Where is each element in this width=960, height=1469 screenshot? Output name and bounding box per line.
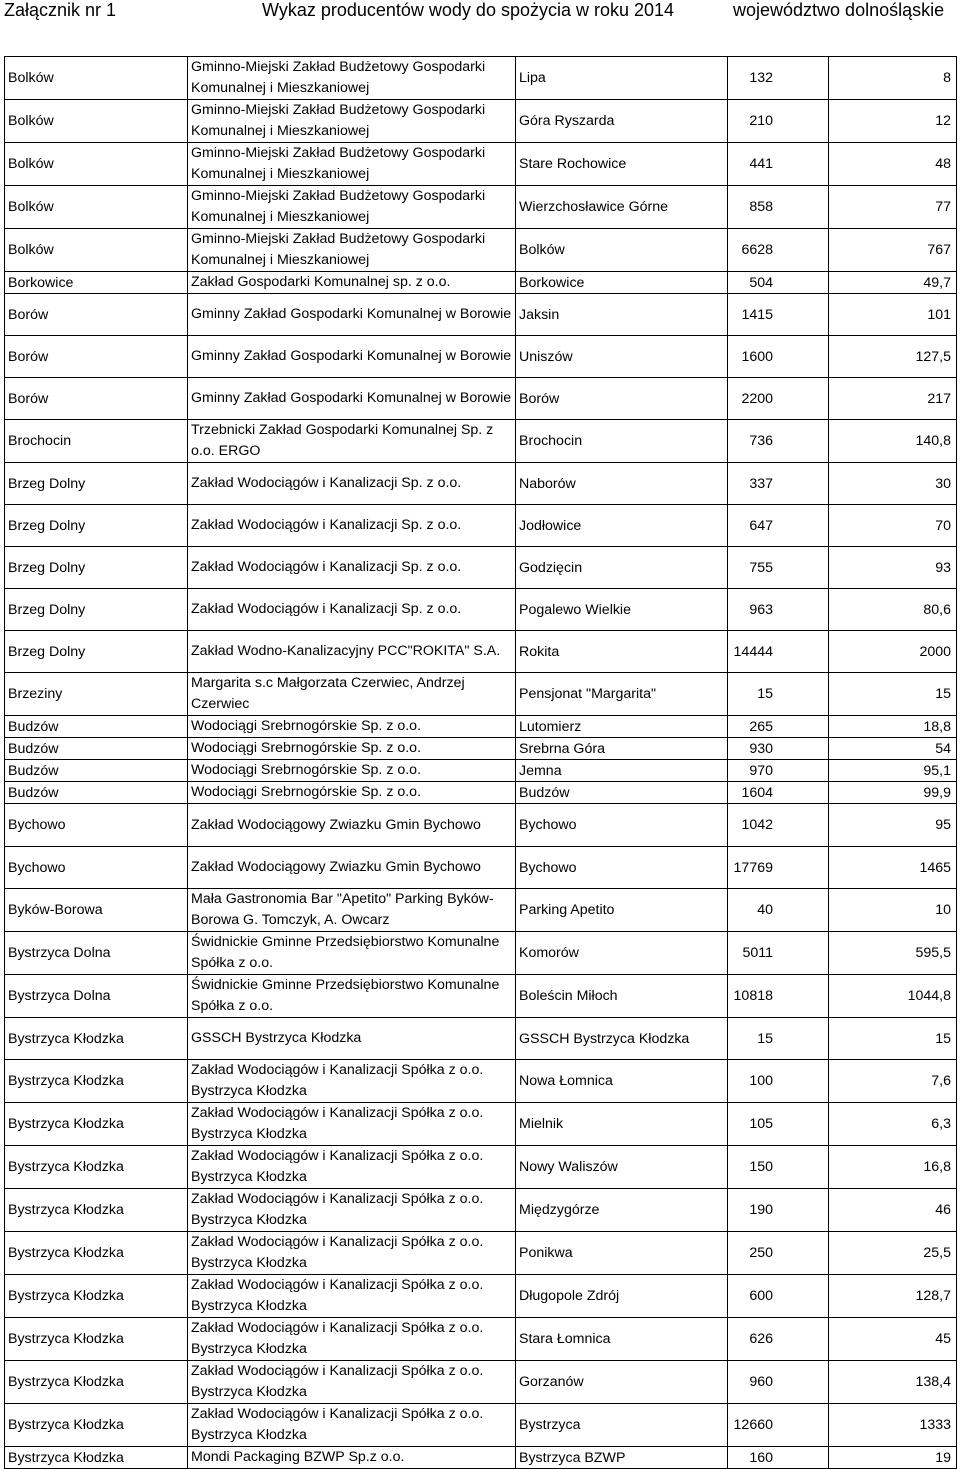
cell-population: 45: [829, 1318, 957, 1361]
cell-volume: 1604: [728, 782, 829, 804]
page-header: [0, 0, 960, 26]
cell-producer: Zakład Wodociągów i Kanalizacji Sp. z o.o.: [188, 505, 516, 547]
cell-locality: Bystrzyca: [516, 1404, 728, 1447]
cell-volume: 15: [728, 1018, 829, 1060]
cell-volume: 2200: [728, 378, 829, 420]
producers-table-body: [5, 57, 957, 1469]
cell-producer: Zakład Wodociągów i Kanalizacji Spółka z o.o. Bystrzyca Kłodzka: [188, 1103, 516, 1146]
cell-municipality: Borów: [5, 378, 188, 420]
cell-volume: 150: [728, 1146, 829, 1189]
table-row: [5, 505, 957, 547]
cell-population: 767: [829, 229, 957, 272]
cell-locality: Jodłowice: [516, 505, 728, 547]
cell-producer: Gminno-Miejski Zakład Budżetowy Gospodarki Komunalnej i Mieszkaniowej: [188, 143, 516, 186]
cell-volume: 337: [728, 463, 829, 505]
cell-population: 1465: [829, 847, 957, 889]
cell-producer: Zakład Wodociągów i Kanalizacji Spółka z o.o. Bystrzyca Kłodzka: [188, 1060, 516, 1103]
cell-producer: Zakład Wodociągów i Kanalizacji Sp. z o.o.: [188, 463, 516, 505]
cell-population: 19: [829, 1447, 957, 1469]
cell-municipality: Brzeg Dolny: [5, 547, 188, 589]
table-row: [5, 1404, 957, 1447]
cell-municipality: Brzeg Dolny: [5, 505, 188, 547]
cell-volume: 755: [728, 547, 829, 589]
header-attachment-label: Załącznik nr 1: [4, 0, 117, 20]
cell-producer: Zakład Wodociągów i Kanalizacji Spółka z o.o. Bystrzyca Kłodzka: [188, 1404, 516, 1447]
table-row: [5, 589, 957, 631]
table-row: [5, 1232, 957, 1275]
header-region: województwo dolnośląskie: [733, 0, 945, 20]
cell-locality: Komorów: [516, 932, 728, 975]
cell-municipality: Bystrzyca Kłodzka: [5, 1232, 188, 1275]
cell-population: 8: [829, 57, 957, 100]
cell-locality: Gorzanów: [516, 1361, 728, 1404]
cell-municipality: Bolków: [5, 100, 188, 143]
cell-volume: 210: [728, 100, 829, 143]
cell-municipality: Bolków: [5, 57, 188, 100]
cell-producer: Zakład Wodociągów i Kanalizacji Spółka z o.o. Bystrzyca Kłodzka: [188, 1146, 516, 1189]
cell-locality: Brochocin: [516, 420, 728, 463]
cell-population: 595,5: [829, 932, 957, 975]
table-row: [5, 1060, 957, 1103]
cell-population: 95,1: [829, 760, 957, 782]
cell-volume: 190: [728, 1189, 829, 1232]
cell-producer: Gminno-Miejski Zakład Budżetowy Gospodarki Komunalnej i Mieszkaniowej: [188, 57, 516, 100]
cell-population: 77: [829, 186, 957, 229]
cell-locality: Nowy Waliszów: [516, 1146, 728, 1189]
cell-producer: Gminno-Miejski Zakład Budżetowy Gospodarki Komunalnej i Mieszkaniowej: [188, 100, 516, 143]
table-row: [5, 1447, 957, 1469]
cell-population: 16,8: [829, 1146, 957, 1189]
table-row: [5, 673, 957, 716]
cell-municipality: Bolków: [5, 143, 188, 186]
cell-municipality: Bystrzyca Kłodzka: [5, 1018, 188, 1060]
cell-volume: 960: [728, 1361, 829, 1404]
cell-volume: 17769: [728, 847, 829, 889]
cell-producer: Gminny Zakład Gospodarki Komunalnej w Borowie: [188, 336, 516, 378]
cell-municipality: Budzów: [5, 782, 188, 804]
cell-municipality: Budzów: [5, 760, 188, 782]
cell-municipality: Bystrzyca Kłodzka: [5, 1146, 188, 1189]
cell-volume: 14444: [728, 631, 829, 673]
cell-locality: Bystrzyca BZWP: [516, 1447, 728, 1469]
cell-locality: Godzięcin: [516, 547, 728, 589]
table-row: [5, 547, 957, 589]
table-row: [5, 847, 957, 889]
table-row: [5, 229, 957, 272]
cell-municipality: Brzeg Dolny: [5, 463, 188, 505]
cell-producer: GSSCH Bystrzyca Kłodzka: [188, 1018, 516, 1060]
cell-population: 46: [829, 1189, 957, 1232]
cell-municipality: Bystrzyca Kłodzka: [5, 1404, 188, 1447]
cell-population: 18,8: [829, 716, 957, 738]
cell-municipality: Bychowo: [5, 847, 188, 889]
cell-municipality: Borów: [5, 336, 188, 378]
cell-volume: 100: [728, 1060, 829, 1103]
cell-municipality: Brzeg Dolny: [5, 631, 188, 673]
cell-producer: Gminno-Miejski Zakład Budżetowy Gospodarki Komunalnej i Mieszkaniowej: [188, 229, 516, 272]
cell-volume: 160: [728, 1447, 829, 1469]
cell-volume: 250: [728, 1232, 829, 1275]
cell-producer: Zakład Wodociągów i Kanalizacji Spółka z o.o. Bystrzyca Kłodzka: [188, 1275, 516, 1318]
cell-producer: Zakład Wodociągów i Kanalizacji Spółka z o.o. Bystrzyca Kłodzka: [188, 1361, 516, 1404]
cell-volume: 626: [728, 1318, 829, 1361]
table-row: [5, 889, 957, 932]
cell-locality: Bychowo: [516, 804, 728, 847]
cell-population: 95: [829, 804, 957, 847]
cell-locality: Rokita: [516, 631, 728, 673]
cell-locality: GSSCH Bystrzyca Kłodzka: [516, 1018, 728, 1060]
table-row: [5, 420, 957, 463]
table-row: [5, 143, 957, 186]
cell-volume: 5011: [728, 932, 829, 975]
cell-municipality: Borów: [5, 294, 188, 336]
cell-population: 70: [829, 505, 957, 547]
cell-locality: Jaksin: [516, 294, 728, 336]
cell-locality: Budzów: [516, 782, 728, 804]
cell-population: 2000: [829, 631, 957, 673]
cell-locality: Pensjonat "Margarita": [516, 673, 728, 716]
table-row: [5, 631, 957, 673]
cell-locality: Stare Rochowice: [516, 143, 728, 186]
cell-population: 15: [829, 673, 957, 716]
cell-volume: 10818: [728, 975, 829, 1018]
cell-locality: Naborów: [516, 463, 728, 505]
cell-volume: 12660: [728, 1404, 829, 1447]
table-row: [5, 738, 957, 760]
table-row: [5, 804, 957, 847]
cell-municipality: Bystrzyca Kłodzka: [5, 1103, 188, 1146]
table-row: [5, 782, 957, 804]
cell-locality: Boleścin Miłoch: [516, 975, 728, 1018]
cell-municipality: Bystrzyca Dolna: [5, 932, 188, 975]
table-row: [5, 463, 957, 505]
cell-volume: 1042: [728, 804, 829, 847]
cell-locality: Borów: [516, 378, 728, 420]
cell-municipality: Brochocin: [5, 420, 188, 463]
cell-population: 101: [829, 294, 957, 336]
table-row: [5, 57, 957, 100]
cell-municipality: Bystrzyca Kłodzka: [5, 1447, 188, 1469]
cell-locality: Pogalewo Wielkie: [516, 589, 728, 631]
table-row: [5, 1318, 957, 1361]
cell-volume: 105: [728, 1103, 829, 1146]
table-row: [5, 1361, 957, 1404]
cell-population: 6,3: [829, 1103, 957, 1146]
cell-producer: Zakład Wodociągów i Kanalizacji Spółka z o.o. Bystrzyca Kłodzka: [188, 1318, 516, 1361]
cell-producer: Margarita s.c Małgorzata Czerwiec, Andrzej Czerwiec: [188, 673, 516, 716]
cell-population: 1044,8: [829, 975, 957, 1018]
cell-producer: Świdnickie Gminne Przedsiębiorstwo Komunalne Spółka z o.o.: [188, 975, 516, 1018]
cell-volume: 1600: [728, 336, 829, 378]
cell-municipality: Bystrzyca Dolna: [5, 975, 188, 1018]
table-row: [5, 716, 957, 738]
table-row: [5, 1103, 957, 1146]
cell-volume: 647: [728, 505, 829, 547]
cell-volume: 441: [728, 143, 829, 186]
table-row: [5, 1018, 957, 1060]
table-row: [5, 336, 957, 378]
cell-locality: Góra Ryszarda: [516, 100, 728, 143]
cell-volume: 6628: [728, 229, 829, 272]
cell-population: 80,6: [829, 589, 957, 631]
cell-population: 48: [829, 143, 957, 186]
cell-producer: Wodociągi Srebrnogórskie Sp. z o.o.: [188, 782, 516, 804]
cell-locality: Długopole Zdrój: [516, 1275, 728, 1318]
cell-locality: Jemna: [516, 760, 728, 782]
cell-volume: 15: [728, 673, 829, 716]
cell-population: 99,9: [829, 782, 957, 804]
cell-municipality: Bystrzyca Kłodzka: [5, 1060, 188, 1103]
cell-municipality: Bystrzyca Kłodzka: [5, 1318, 188, 1361]
cell-locality: Lipa: [516, 57, 728, 100]
cell-volume: 858: [728, 186, 829, 229]
cell-population: 128,7: [829, 1275, 957, 1318]
table-row: [5, 1275, 957, 1318]
cell-volume: 736: [728, 420, 829, 463]
cell-population: 217: [829, 378, 957, 420]
cell-municipality: Bychowo: [5, 804, 188, 847]
cell-population: 1333: [829, 1404, 957, 1447]
cell-population: 15: [829, 1018, 957, 1060]
cell-producer: Trzebnicki Zakład Gospodarki Komunalnej Sp. z o.o. ERGO: [188, 420, 516, 463]
cell-volume: 265: [728, 716, 829, 738]
cell-producer: Zakład Wodociągów i Kanalizacji Sp. z o.o.: [188, 589, 516, 631]
cell-volume: 963: [728, 589, 829, 631]
cell-volume: 600: [728, 1275, 829, 1318]
cell-municipality: Bolków: [5, 186, 188, 229]
cell-locality: Uniszów: [516, 336, 728, 378]
cell-municipality: Bystrzyca Kłodzka: [5, 1189, 188, 1232]
cell-volume: 1415: [728, 294, 829, 336]
cell-population: 127,5: [829, 336, 957, 378]
cell-producer: Zakład Wodno-Kanalizacyjny PCC"ROKITA" S.A.: [188, 631, 516, 673]
cell-municipality: Brzeziny: [5, 673, 188, 716]
cell-municipality: Borkowice: [5, 272, 188, 294]
table-row: [5, 1189, 957, 1232]
cell-volume: 504: [728, 272, 829, 294]
cell-producer: Wodociągi Srebrnogórskie Sp. z o.o.: [188, 738, 516, 760]
table-row: [5, 294, 957, 336]
cell-producer: Zakład Wodociągów i Kanalizacji Spółka z o.o. Bystrzyca Kłodzka: [188, 1189, 516, 1232]
cell-municipality: Budzów: [5, 716, 188, 738]
cell-producer: Gminno-Miejski Zakład Budżetowy Gospodarki Komunalnej i Mieszkaniowej: [188, 186, 516, 229]
table-row: [5, 932, 957, 975]
cell-population: 30: [829, 463, 957, 505]
cell-locality: Ponikwa: [516, 1232, 728, 1275]
cell-producer: Wodociągi Srebrnogórskie Sp. z o.o.: [188, 716, 516, 738]
cell-producer: Mała Gastronomia Bar "Apetito" Parking Byków-Borowa G. Tomczyk, A. Owcarz: [188, 889, 516, 932]
producers-table: [4, 56, 957, 1469]
cell-municipality: Brzeg Dolny: [5, 589, 188, 631]
cell-volume: 40: [728, 889, 829, 932]
cell-population: 12: [829, 100, 957, 143]
cell-locality: Nowa Łomnica: [516, 1060, 728, 1103]
cell-population: 49,7: [829, 272, 957, 294]
cell-producer: Zakład Wodociągów i Kanalizacji Spółka z o.o. Bystrzyca Kłodzka: [188, 1232, 516, 1275]
table-row: [5, 186, 957, 229]
cell-locality: Lutomierz: [516, 716, 728, 738]
cell-producer: Zakład Wodociągów i Kanalizacji Sp. z o.o.: [188, 547, 516, 589]
cell-population: 54: [829, 738, 957, 760]
cell-population: 140,8: [829, 420, 957, 463]
cell-locality: Mielnik: [516, 1103, 728, 1146]
cell-municipality: Budzów: [5, 738, 188, 760]
table-row: [5, 975, 957, 1018]
header-title: Wykaz producentów wody do spożycia w roku 2014: [262, 0, 675, 20]
cell-producer: Mondi Packaging BZWP Sp.z o.o.: [188, 1447, 516, 1469]
cell-producer: Gminny Zakład Gospodarki Komunalnej w Borowie: [188, 294, 516, 336]
cell-municipality: Byków-Borowa: [5, 889, 188, 932]
cell-municipality: Bolków: [5, 229, 188, 272]
cell-population: 25,5: [829, 1232, 957, 1275]
cell-volume: 930: [728, 738, 829, 760]
cell-municipality: Bystrzyca Kłodzka: [5, 1275, 188, 1318]
cell-locality: Borkowice: [516, 272, 728, 294]
cell-locality: Międzygórze: [516, 1189, 728, 1232]
cell-locality: Parking Apetito: [516, 889, 728, 932]
cell-locality: Bolków: [516, 229, 728, 272]
cell-producer: Zakład Wodociągowy Zwiazku Gmin Bychowo: [188, 804, 516, 847]
cell-volume: 970: [728, 760, 829, 782]
table-row: [5, 272, 957, 294]
cell-producer: Zakład Gospodarki Komunalnej sp. z o.o.: [188, 272, 516, 294]
table-row: [5, 760, 957, 782]
table-row: [5, 1146, 957, 1189]
cell-locality: Stara Łomnica: [516, 1318, 728, 1361]
cell-producer: Wodociągi Srebrnogórskie Sp. z o.o.: [188, 760, 516, 782]
cell-locality: Srebrna Góra: [516, 738, 728, 760]
table-row: [5, 100, 957, 143]
cell-locality: Bychowo: [516, 847, 728, 889]
cell-population: 138,4: [829, 1361, 957, 1404]
cell-producer: Zakład Wodociągowy Zwiazku Gmin Bychowo: [188, 847, 516, 889]
cell-producer: Świdnickie Gminne Przedsiębiorstwo Komunalne Spółka z o.o.: [188, 932, 516, 975]
cell-volume: 132: [728, 57, 829, 100]
cell-population: 93: [829, 547, 957, 589]
cell-municipality: Bystrzyca Kłodzka: [5, 1361, 188, 1404]
cell-producer: Gminny Zakład Gospodarki Komunalnej w Borowie: [188, 378, 516, 420]
cell-population: 7,6: [829, 1060, 957, 1103]
table-row: [5, 378, 957, 420]
cell-population: 10: [829, 889, 957, 932]
cell-locality: Wierzchosławice Górne: [516, 186, 728, 229]
